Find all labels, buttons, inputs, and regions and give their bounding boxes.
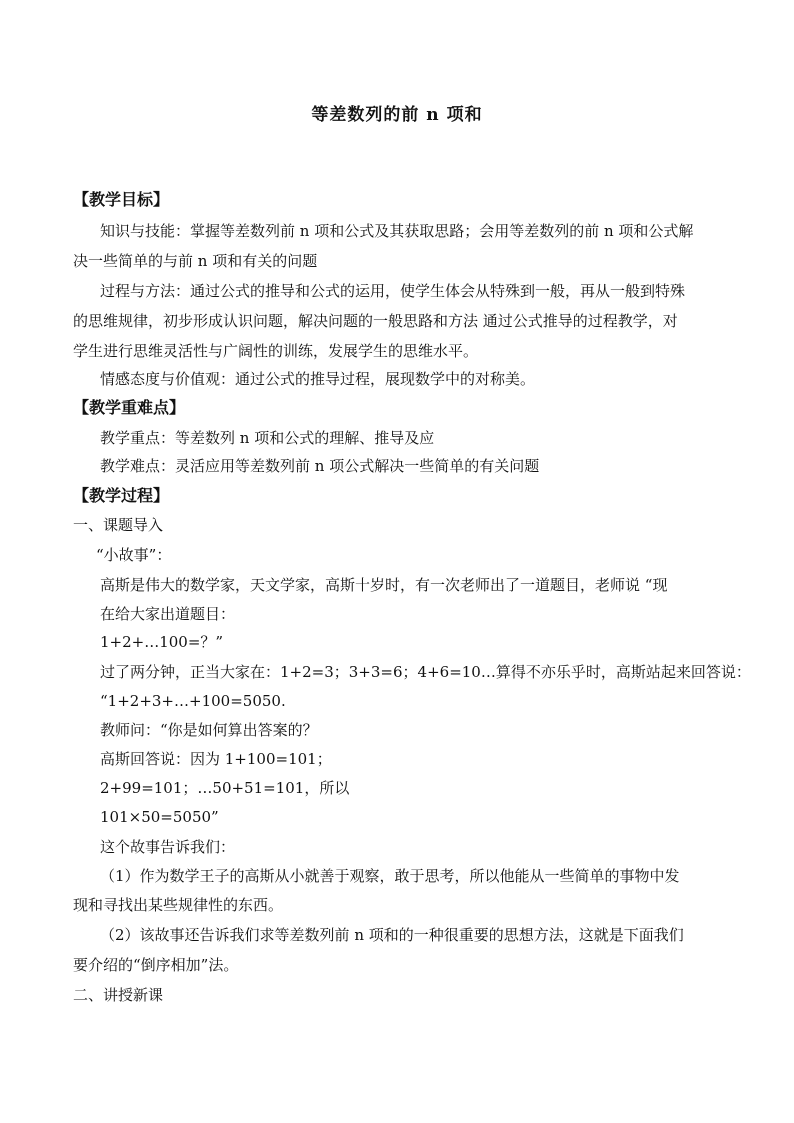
story-line9: 101×50=5050” (100, 808, 219, 826)
paragraph-process-line3: 学生进行思维灵活性与广阔性的训练，发展学生的思维水平。 (73, 342, 479, 360)
paragraph-process-line2: 的思维规律，初步形成认识问题，解决问题的一般思路和方法 通过公式推导的过程教学，对 (73, 312, 678, 330)
story-line6: 教师问：“你是如何算出答案的？ (100, 721, 318, 739)
section-new-lesson-heading: 二、讲授新课 (73, 986, 164, 1004)
story-line3: 1+2+…100=？” (100, 633, 224, 651)
heading-objectives: 【教学目标】 (73, 190, 170, 209)
keypoint-difficulty: 教学难点：灵活应用等差数列前 n 项公式解决一些简单的有关问题 (100, 457, 540, 475)
heading-keypoints: 【教学重难点】 (73, 398, 186, 417)
paragraph-knowledge-line2: 决一些简单的与前 n 项和有关的问题 (73, 252, 318, 270)
story-line5: “1+2+3+…+100=5050. (100, 692, 286, 710)
story-line4: 过了两分钟，正当大家在：1+2=3；3+3=6；4+6=10…算得不亦乐乎时，高斯站起来回答说： (100, 663, 751, 681)
paragraph-emotion: 情感态度与价值观：通过公式的推导过程，展现数学中的对称美。 (100, 370, 536, 388)
document-title: 等差数列的前 n 项和 (311, 105, 483, 125)
story-line1: 高斯是伟大的数学家，天文学家，高斯十岁时，有一次老师出了一道题目，老师说 “现 (100, 576, 668, 594)
heading-process: 【教学过程】 (73, 486, 170, 505)
story-line8: 2+99=101；…50+51=101，所以 (100, 779, 350, 797)
lesson2-line1: （2）该故事还告诉我们求等差数列前 n 项和的一种很重要的思想方法，这就是下面我们 (100, 926, 684, 944)
lesson1-line1: （1）作为数学王子的高斯从小就善于观察，敢于思考，所以他能从一些简单的事物中发 (100, 867, 680, 885)
paragraph-knowledge-line1: 知识与技能：掌握等差数列前 n 项和公式及其获取思路；会用等差数列的前 n 项和公式解 (100, 222, 694, 240)
story-line2: 在给大家出道题目： (100, 605, 236, 623)
story-title: “小故事”： (96, 546, 172, 564)
paragraph-process-line1: 过程与方法：通过公式的推导和公式的运用，使学生体会从特殊到一般，再从一般到特殊 (100, 282, 686, 300)
lesson2-line2: 要介绍的“倒序相加”法。 (73, 956, 239, 974)
story-line10: 这个故事告诉我们： (100, 838, 236, 856)
section-intro-heading: 一、课题导入 (73, 516, 164, 534)
story-line7: 高斯回答说：因为 1+100=101； (100, 750, 332, 768)
lesson1-line2: 现和寻找出某些规律性的东西。 (73, 896, 284, 914)
keypoint-focus: 教学重点：等差数列 n 项和公式的理解、推导及应 (100, 429, 435, 447)
